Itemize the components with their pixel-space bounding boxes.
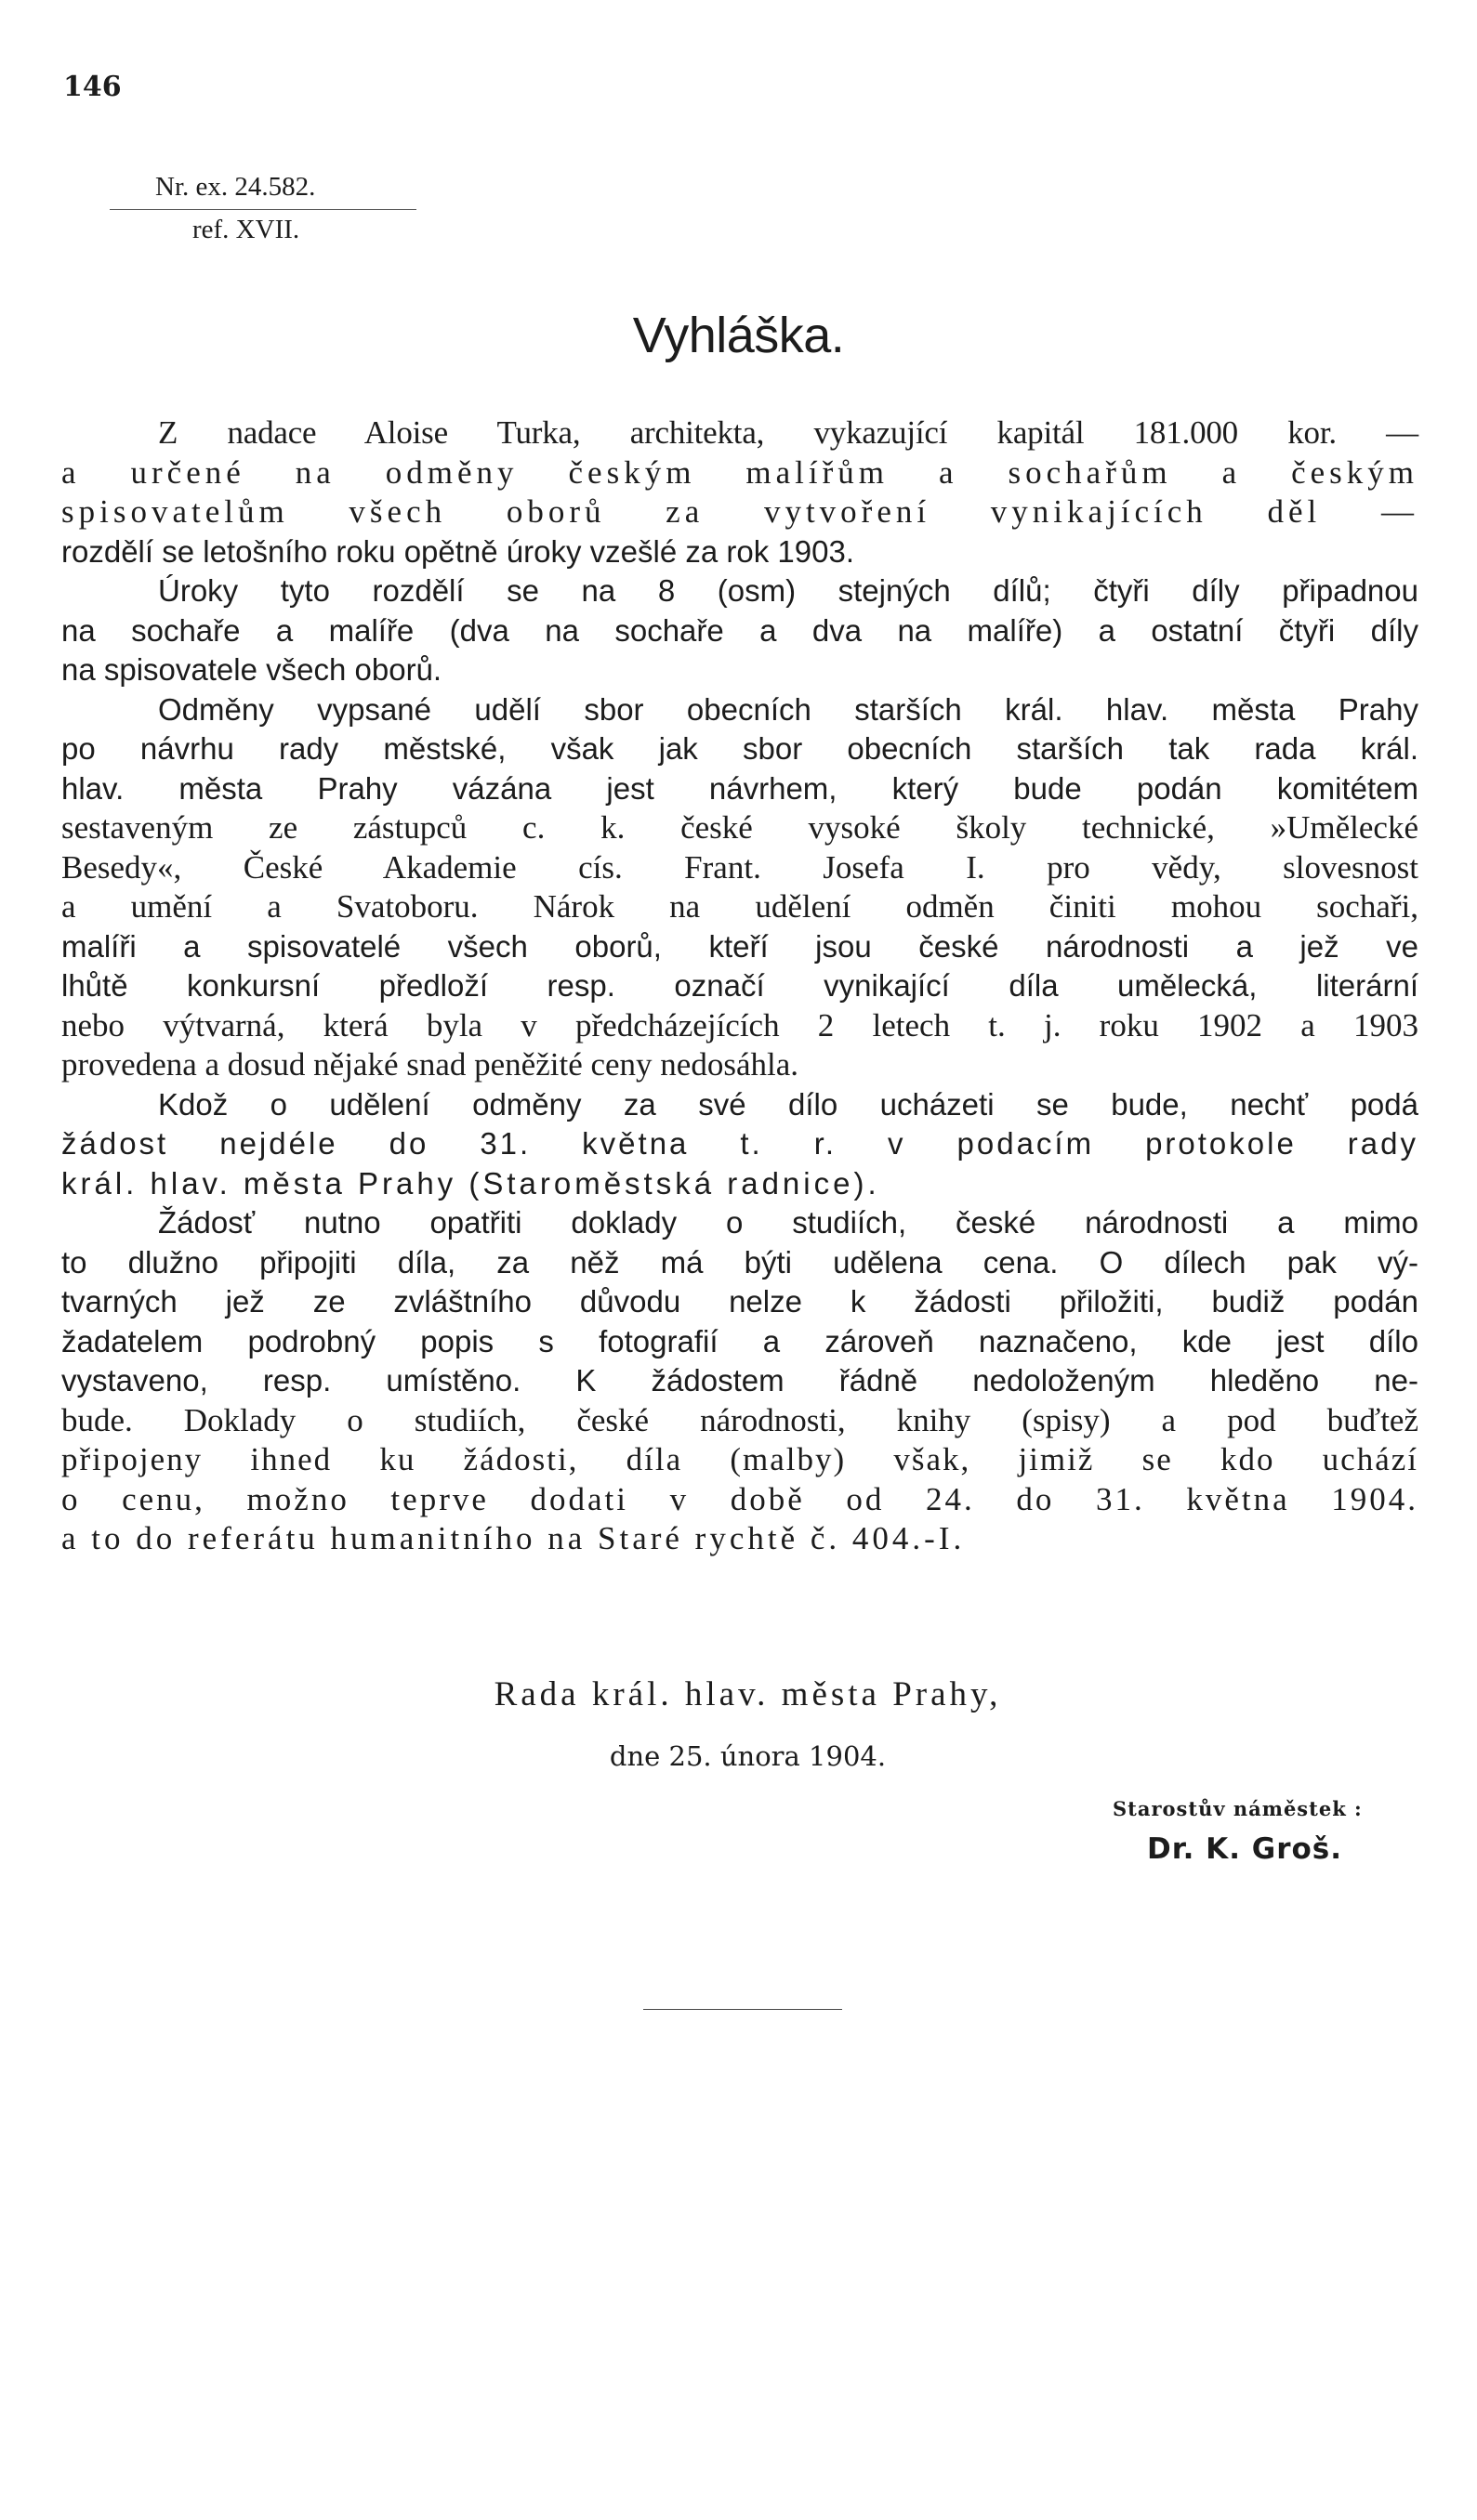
body-line: po návrhu rady městské, však jak sbor obecních starších tak rada král. bbox=[61, 731, 1418, 766]
page-number: 146 bbox=[63, 71, 122, 103]
body-line: vystaveno, resp. umístěno. K žádostem řádně nedoloženým hleděno ne- bbox=[61, 1363, 1418, 1398]
body-line: spisovatelům všech oborů za vytvoření vynikajících děl — bbox=[61, 493, 1418, 530]
body-line: na spisovatele všech oborů. bbox=[61, 652, 442, 687]
body-line: to dlužno připojiti díla, za něž má býti udělena cena. O dílech pak vý- bbox=[61, 1244, 1418, 1280]
body-line: připojeny ihned ku žádosti, díla (malby) však, jimiž se kdo uchází bbox=[61, 1441, 1418, 1477]
body-line: Žádosť nutno opatřiti doklady o studiích, české národnosti a mimo bbox=[158, 1205, 1418, 1240]
body-line: král. hlav. města Prahy (Staroměstská radnice). bbox=[61, 1165, 880, 1201]
body-line: Z nadace Aloise Turka, architekta, vykazující kapitál 181.000 kor. — bbox=[158, 414, 1418, 451]
body-line: tvarných jež ze zvláštního důvodu nelze k žádosti přiložiti, budiž podán bbox=[61, 1284, 1418, 1319]
body-line: malíři a spisovatelé všech oborů, kteří jsou české národnosti a jež ve bbox=[61, 928, 1418, 964]
reference-block bbox=[138, 165, 315, 251]
issue-date: dne 25. února 1904. bbox=[609, 1740, 887, 1772]
body-line: hlav. města Prahy vázána jest návrhem, který bude podán komitétem bbox=[61, 770, 1418, 806]
body-line: a umění a Svatoboru. Nárok na udělení odměn činiti mohou sochaři, bbox=[61, 888, 1418, 925]
body-line: žádost nejdéle do 31. května t. r. v podacím protokole rady bbox=[61, 1126, 1418, 1161]
body-line: rozdělí se letošního roku opětně úroky vzešlé za rok 1903. bbox=[61, 533, 854, 569]
body-line: na sochaře a malíře (dva na sochaře a dva na malíře) a ostatní čtyři díly bbox=[61, 612, 1418, 648]
body-line: Úroky tyto rozdělí se na 8 (osm) stejných dílů; čtyři díly připadnou bbox=[158, 573, 1418, 608]
document-title: Vyhláška. bbox=[632, 308, 845, 363]
body-line: lhůtě konkursní předloží resp. označí vynikající díla umělecká, literární bbox=[61, 968, 1418, 1003]
body-line: a to do referátu humanitního na Staré rychtě č. 404.-I. bbox=[61, 1520, 966, 1556]
issuing-authority: Rada král. hlav. města Prahy, bbox=[494, 1675, 1002, 1713]
body-line: a určené na odměny českým malířům a sochařům a českým bbox=[61, 453, 1418, 491]
signatory-label: Starostův náměstek : bbox=[1113, 1797, 1363, 1820]
body-line: Odměny vypsané udělí sbor obecních starších král. hlav. města Prahy bbox=[158, 691, 1418, 727]
body-line: Besedy«, České Akademie cís. Frant. Josefa I. pro vědy, slovesnost bbox=[61, 848, 1418, 886]
body-line: žadatelem podrobný popis s fotografií a zároveň naznačeno, kde jest dílo bbox=[61, 1323, 1418, 1358]
body-line: provedena a dosud nějaké snad peněžité ceny nedosáhla. bbox=[61, 1046, 799, 1083]
body-line: bude. Doklady o studiích, české národnosti, knihy (spisy) a pod buďtež bbox=[61, 1401, 1418, 1438]
reference-number: Nr. ex. 24.582. bbox=[155, 172, 316, 202]
signatory-name: Dr. K. Groš. bbox=[1147, 1832, 1343, 1866]
reference-divider bbox=[110, 209, 416, 210]
body-line: nebo výtvarná, která byla v předcházejících 2 letech t. j. roku 1902 a 1903 bbox=[61, 1006, 1418, 1043]
body-line: o cenu, možno teprve dodati v době od 24. do 31. května 1904. bbox=[61, 1480, 1418, 1517]
body-text bbox=[61, 413, 1418, 1559]
body-line: sestaveným ze zástupců c. k. české vysoké školy technické, »Umělecké bbox=[61, 809, 1418, 846]
reference-department: ref. XVII. bbox=[192, 215, 300, 244]
body-line: Kdož o udělení odměny za své dílo ucházeti se bude, nechť podá bbox=[158, 1086, 1418, 1122]
end-divider bbox=[643, 2009, 842, 2010]
